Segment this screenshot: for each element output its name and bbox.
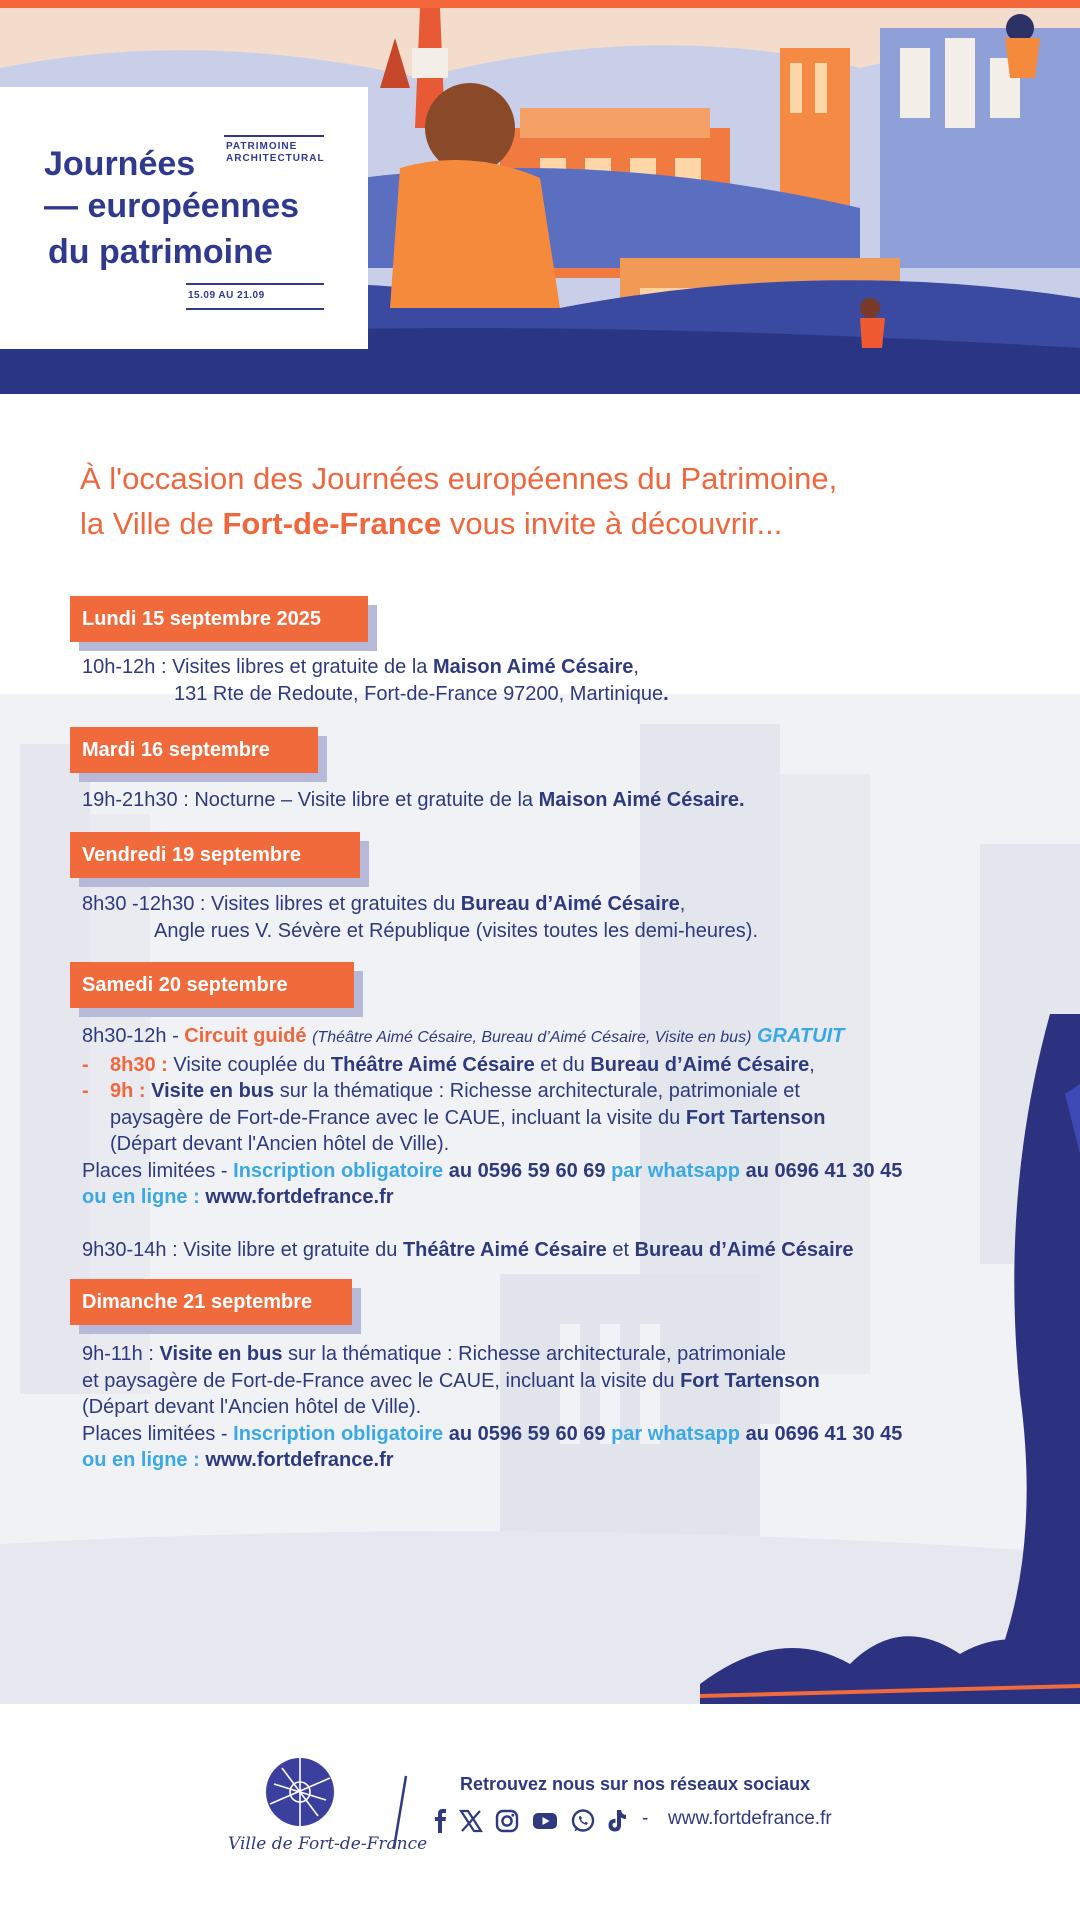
instagram-icon[interactable] [494, 1808, 520, 1834]
footer-divider [390, 1774, 410, 1850]
facebook-icon[interactable] [428, 1808, 454, 1834]
website-link[interactable]: www.fortdefrance.fr [205, 1449, 394, 1471]
venue-name: Maison Aimé Césaire [432, 656, 634, 678]
day-label-text: Mardi 16 septembre [70, 727, 318, 773]
phone-number: au 0596 59 60 69 [443, 1422, 612, 1445]
website-link[interactable]: www.fortdefrance.fr [205, 1186, 394, 1208]
phone-number: au 0596 59 60 69 [443, 1159, 612, 1182]
time-range: 10h-12h : [82, 656, 173, 678]
intro-line2 [80, 501, 1030, 546]
day-label-text: Dimanche 21 septembre [70, 1279, 352, 1325]
logo-title-line1: Journées [44, 145, 196, 183]
circuit-title: Circuit guidé [184, 1025, 307, 1047]
list-item: - 9h : Visite en bus sur la thématique : Richesse architecturale, patrimoniale et [82, 1080, 800, 1102]
intro-city-name: Fort-de-France [222, 506, 442, 541]
whatsapp-number: au 0696 41 30 45 [740, 1422, 903, 1445]
day-label-sunday [70, 1279, 352, 1325]
footer-separator: - [642, 1808, 649, 1829]
intro-heading [80, 456, 1030, 546]
day-saturday-details: 8h30-12h - Circuit guidé (Théâtre Aimé Césaire, Bureau d’Aimé Césaire, Visite en bus) GRATUIT - 8h30 : Visite couplée du Théâtre Aimé Césaire et du Bureau d’Aimé Césaire, - 9h : Visite en bus sur la thématique : Richesse architecturale, patrimoniale et paysagère de Fort-de-France avec le CAUE, incluant la visite du Fort Tartenson (Départ devant l'Ancien hôtel de Ville). Places limitées - Inscription obligatoire au 0596 59 60 69 par whatsapp au 0696 41 30 45 ou en ligne : www.fortdefrance.fr 9h30-14h : Visite libre et gratuite du Théâtre Aimé Césaire et Bureau d’Aimé Césaire [82, 1023, 1022, 1264]
logo-badge-line2: ARCHITECTURAL [226, 153, 325, 164]
footer-title: Retrouvez nous sur nos réseaux sociaux [460, 1774, 811, 1794]
day-monday-details: 10h-12h : Visites libres et gratuite de la Maison Aimé Césaire, 131 Rte de Redoute, Fort-de-France 97200, Martinique. [82, 656, 669, 705]
city-logo-icon [262, 1754, 338, 1830]
whatsapp-label: par whatsapp [611, 1422, 741, 1445]
intro-line2-before: la Ville de [80, 506, 223, 541]
footer-website-link[interactable]: www.fortdefrance.fr [668, 1808, 832, 1829]
time-range: 8h30 -12h30 : [82, 893, 211, 915]
footer [0, 1704, 1080, 1920]
whatsapp-icon[interactable] [570, 1808, 596, 1834]
x-icon[interactable] [458, 1808, 484, 1834]
day-label-text: Vendredi 19 septembre [70, 832, 360, 878]
free-badge: GRATUIT [756, 1025, 845, 1047]
day-sunday-details: 9h-11h : Visite en bus sur la thématique : Richesse architecturale, patrimoniale et paysagère de Fort-de-France avec le CAUE, incluant la visite du Fort Tartenson (Départ devant l'Ancien hôtel de Ville). Places limitées - Inscription obligatoire au 0596 59 60 69 par whatsapp au 0696 41 30 45 ou en ligne : www.fortdefrance.fr [82, 1341, 1022, 1474]
whatsapp-number: au 0696 41 30 45 [740, 1159, 903, 1182]
intro-line2-after: vous invite à découvrir... [441, 506, 783, 541]
day-label-monday [70, 596, 368, 642]
venue-address: 131 Rte de Redoute, Fort-de-France 97200, Martinique [174, 682, 664, 705]
day-label-tuesday [70, 727, 318, 773]
venue-name: Maison Aimé Césaire. [538, 789, 745, 811]
whatsapp-label: par whatsapp [611, 1159, 741, 1182]
hero-banner [0, 8, 1080, 394]
intro-line1: À l'occasion des Journées européennes du Patrimoine, [80, 461, 838, 496]
registration-required: Inscription obligatoire [233, 1422, 444, 1445]
city-signature: Ville de Fort-de-France [228, 1834, 428, 1854]
venue-address: Angle rues V. Sévère et République (visites toutes les demi-heures). [154, 919, 759, 942]
logo-rule-top [224, 135, 324, 137]
top-accent-bar [0, 0, 1080, 8]
day-label-text: Samedi 20 septembre [70, 962, 354, 1008]
logo-rule-bottom [186, 308, 324, 310]
logo-title-line3: du patrimoine [48, 233, 273, 271]
logo-title-line2: — européennes [44, 187, 300, 225]
day-label-saturday [70, 962, 354, 1008]
time-range: 9h-11h : [82, 1343, 160, 1365]
time-range: 8h30-12h - [82, 1025, 185, 1047]
list-item: - 8h30 : Visite couplée du Théâtre Aimé Césaire et du Bureau d’Aimé Césaire, [82, 1053, 815, 1076]
day-friday-details: 8h30 -12h30 : Visites libres et gratuites du Bureau d’Aimé Césaire, Angle rues V. Sévère et République (visites toutes les demi-heures). [82, 891, 1022, 944]
venue-name: Bureau d’Aimé Césaire [460, 893, 680, 915]
day-label-text: Lundi 15 septembre 2025 [70, 596, 368, 642]
logo-dates: 15.09 AU 21.09 [188, 290, 265, 301]
day-tuesday-details: 19h-21h30 : Nocturne – Visite libre et gratuite de la Maison Aimé Césaire. [82, 789, 745, 811]
tiktok-icon[interactable] [604, 1808, 630, 1834]
registration-info: Places limitées - Inscription obligatoire au 0596 59 60 69 par whatsapp au 0696 41 30 45 [82, 1159, 903, 1182]
circuit-detail: (Théâtre Aimé Césaire, Bureau d’Aimé Césaire, Visite en bus) [312, 1029, 752, 1046]
time-range: 9h30-14h : [82, 1239, 184, 1261]
logo-rule-middle [186, 283, 324, 285]
registration-info: Places limitées - Inscription obligatoire au 0596 59 60 69 par whatsapp au 0696 41 30 45 [82, 1422, 903, 1445]
day-label-friday [70, 832, 360, 878]
logo-badge-line1: PATRIMOINE [226, 141, 298, 152]
registration-required: Inscription obligatoire [233, 1159, 444, 1182]
youtube-icon[interactable] [532, 1808, 558, 1834]
time-range: 19h-21h30 : [82, 789, 195, 811]
jep-logo-card [0, 87, 368, 349]
